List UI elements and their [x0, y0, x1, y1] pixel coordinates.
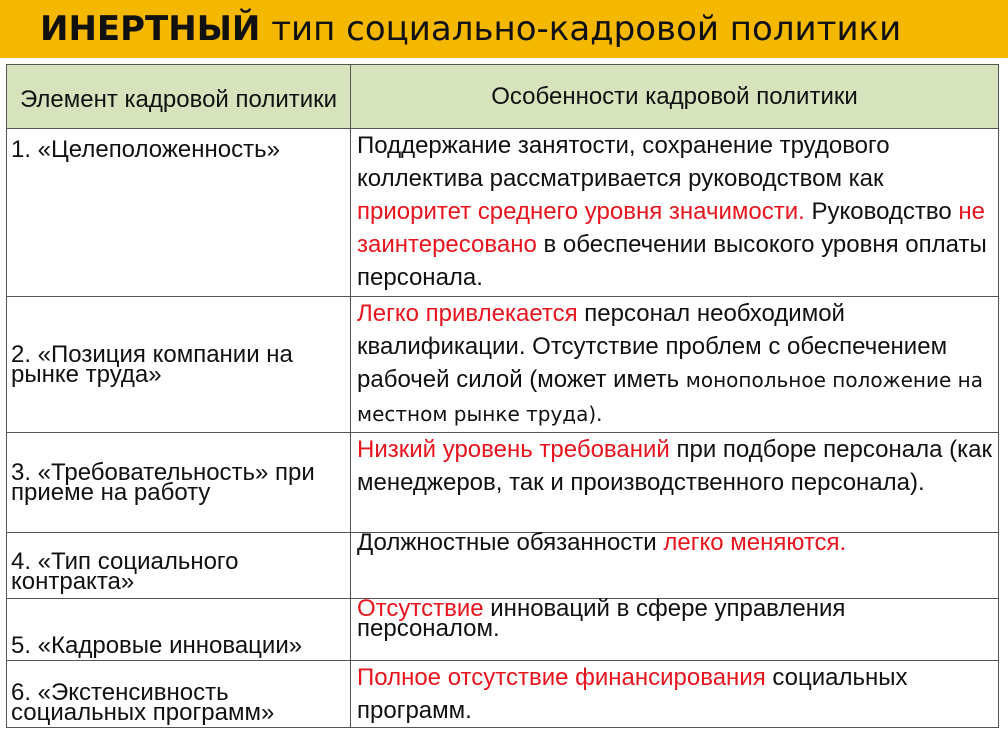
row-2-small: монопольное положение на местном рынке труда). — [357, 368, 983, 426]
table-row — [7, 533, 999, 599]
row-1-element: 1. «Целеположенность» — [7, 129, 351, 297]
row-1-text: в обеспечении высокого уровня оплаты персонала. — [357, 231, 987, 291]
row-5-red: Отсутствие — [357, 595, 484, 622]
row-1-red: не заинтересовано — [357, 198, 985, 258]
row-4-text: Должностные обязанности — [357, 529, 664, 556]
table-row — [7, 297, 999, 433]
title-bold: ИНЕРТНЫЙ — [40, 9, 261, 49]
page-title — [0, 0, 1008, 58]
row-1-red: приоритет среднего уровня значимости. — [357, 198, 805, 225]
table-row — [7, 433, 999, 533]
row-1-text: Руководство — [804, 198, 959, 225]
row-5-element: 5. «Кадровые инновации» — [7, 599, 351, 661]
row-6-text: социальных программ. — [357, 664, 908, 724]
row-6-element: 6. «Экстенсивность социальных программ» — [7, 661, 351, 728]
row-4-element: 4. «Тип социального контракта» — [7, 533, 351, 599]
row-6-red: Полное отсутствие финансирования — [357, 664, 766, 691]
table-header-row — [7, 65, 999, 129]
row-5-desc — [351, 595, 999, 661]
table-row — [7, 129, 999, 297]
row-2-red: Легко привлекается — [357, 300, 578, 327]
row-1-text: Поддержание занятости, сохранение трудового коллектива рассматривается руководством как — [357, 132, 890, 192]
table-row — [7, 661, 999, 728]
row-4-red: легко меняются. — [663, 529, 847, 556]
row-2-element: 2. «Позиция компании на рынке труда» — [7, 297, 351, 433]
row-2-text: персонал необходимой квалификации. Отсутствие проблем с обеспечением рабочей силой (может иметь — [357, 300, 948, 393]
header-element: Элемент кадровой политики — [7, 65, 351, 129]
row-4-desc — [351, 529, 999, 599]
title-rest: тип социально-кадровой политики — [260, 9, 902, 49]
header-features: Особенности кадровой политики — [351, 65, 999, 129]
row-3-text: при подборе персонала (как менеджеров, так и производственного персонала). — [357, 436, 992, 496]
policy-table — [6, 64, 999, 728]
table-row — [7, 599, 999, 661]
row-3-desc — [351, 433, 999, 533]
row-1-desc — [351, 129, 999, 297]
row-3-element: 3. «Требовательность» при приеме на работу — [7, 433, 351, 533]
row-2-desc — [351, 297, 999, 433]
row-6-desc — [351, 661, 999, 728]
row-5-text: инноваций в сфере управления персоналом. — [357, 595, 846, 642]
row-3-red: Низкий уровень требований — [357, 436, 670, 463]
